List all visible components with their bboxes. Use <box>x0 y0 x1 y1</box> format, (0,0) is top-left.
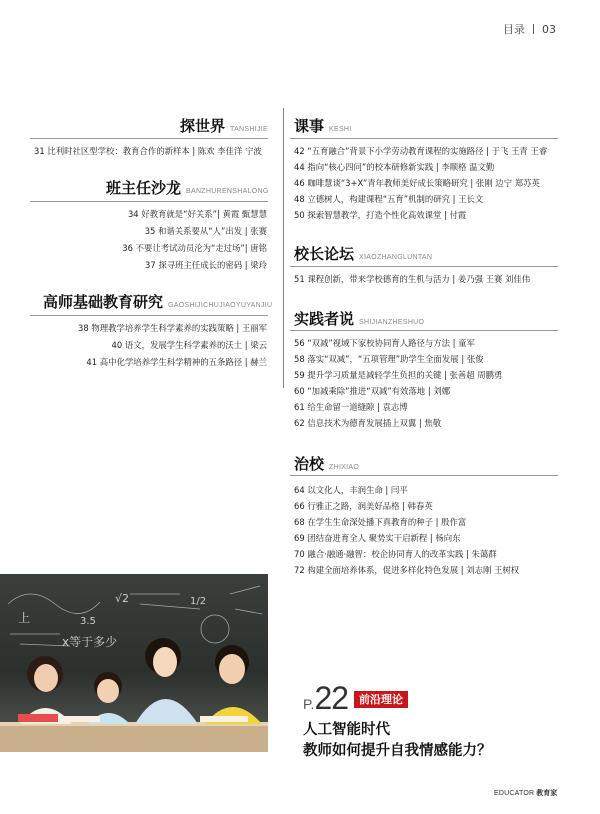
feature-title-line2: 教师如何提升自我情感能力？ <box>303 743 492 759</box>
chalk-text: 上 <box>18 611 31 625</box>
feature-title-line1: 人工智能时代 <box>303 722 390 738</box>
section-rule <box>30 138 268 139</box>
toc-item[interactable]: 50 探索智慧教学，打造个性化高效课堂 | 付霞 <box>294 210 467 220</box>
section-rule <box>30 315 268 316</box>
section-title-pinyin: TANSHIJIE <box>230 126 268 133</box>
footer-brand <box>494 788 557 798</box>
toc-item[interactable]: 35 和谐关系要从“人”出发 | 张赛 <box>144 226 267 236</box>
feature-article[interactable] <box>303 682 492 762</box>
section-rule <box>290 330 558 331</box>
section-title-cn: 高师基础教育研究 <box>43 293 164 311</box>
section-title-pinyin: KESHI <box>329 126 352 133</box>
feature-page-number: 22 <box>314 680 349 716</box>
section-rule <box>290 266 558 267</box>
toc-item[interactable]: 68 在学生生命深处播下真教育的种子 | 殷作富 <box>294 517 467 527</box>
section-title-cn: 治校 <box>294 455 325 473</box>
toc-item[interactable]: 62 信息技术为德育发展插上双翼 | 焦敬 <box>294 418 442 428</box>
toc-item[interactable]: 31 比利时社区型学校：教育合作的新样本 | 陈欢 李佳洋 宁波 <box>34 146 262 156</box>
section-title-banzhuren <box>106 177 269 198</box>
section-title-cn: 班主任沙龙 <box>106 179 182 197</box>
section-title-pinyin: ZHIXIAO <box>329 464 360 471</box>
toc-item[interactable]: 58 落实“双减”，“五项管理”助学生全面发展 | 张俊 <box>294 354 484 364</box>
section-rule <box>30 201 268 202</box>
feature-p-label: P. <box>303 696 315 712</box>
classroom-illustration <box>0 574 268 752</box>
section-rule <box>290 138 558 139</box>
toc-item[interactable]: 42 “五育融合”背景下小学劳动教育课程的实施路径 | 于飞 王青 王睿 <box>294 146 548 156</box>
section-title-pinyin: XIAOZHANGLUNTAN <box>359 254 433 261</box>
footer-brand-en: EDUCATOR <box>494 790 535 797</box>
toc-item[interactable]: 51 课程创新，带来学校德育的生机与活力 | 姜乃强 王赛 刘佳伟 <box>294 274 531 284</box>
toc-item[interactable]: 37 探寻班主任成长的密码 | 梁玲 <box>145 260 267 270</box>
chalk-text: 3.5 <box>80 616 96 627</box>
chalk-text: x等于多少 <box>62 635 118 649</box>
toc-item[interactable]: 69 团结奋进育全人 聚势实干启新程 | 杨向东 <box>294 533 461 543</box>
header-separator <box>533 24 534 34</box>
toc-item[interactable]: 40 语文，发展学生科学素养的沃土 | 梁云 <box>111 340 267 350</box>
footer-brand-cn: 教育家 <box>536 789 558 797</box>
toc-item[interactable]: 56 “双减”视域下家校协同育人路径与方法 | 童军 <box>294 338 475 348</box>
toc-item[interactable]: 38 物理教学培养学生科学素养的实践策略 | 王丽军 <box>78 323 267 333</box>
header-label: 目录 <box>503 23 525 36</box>
toc-item[interactable]: 72 构建全面培养体系，促进多样化特色发展 | 刘志刚 王树权 <box>294 565 520 575</box>
toc-item[interactable]: 36 不要让考试动员沦为“走过场”| 唐铭 <box>122 243 267 253</box>
section-title-cn: 校长论坛 <box>294 245 355 263</box>
header-page-number: 03 <box>542 22 556 36</box>
chalk-text: √2 <box>115 592 130 605</box>
section-title-gaoshi <box>43 291 272 312</box>
toc-item[interactable]: 48 立德树人，构建课程“五育”机制的研究 | 王长文 <box>294 194 484 204</box>
toc-item[interactable]: 66 行雅正之路，润美好品格 | 韩春英 <box>294 501 433 511</box>
chalk-text: 1/2 <box>190 596 207 607</box>
section-title-pinyin: BANZHURENSHALONG <box>186 188 269 195</box>
section-title-pinyin: SHIJIANZHESHUO <box>359 319 425 326</box>
section-rule <box>290 475 558 476</box>
section-title-xiaozhang <box>294 243 432 264</box>
feature-page-ref <box>303 682 492 714</box>
toc-item[interactable]: 64 以文化人，丰润生命 | 闫平 <box>294 485 408 495</box>
page-header <box>503 21 556 37</box>
toc-item[interactable]: 60 “加减乘除”推进“双减”有效落地 | 刘娜 <box>294 386 451 396</box>
classroom-photo <box>0 574 268 752</box>
toc-item[interactable]: 41 高中化学培养学生科学精神的五条路径 | 赫兰 <box>86 357 267 367</box>
section-title-shijian <box>294 308 424 329</box>
toc-item[interactable]: 59 提升学习质量是减轻学生负担的关键 | 张善超 周鹏勇 <box>294 370 503 380</box>
toc-item[interactable]: 46 咖啡慧谈“3+X”青年教师美好成长策略研究 | 张刚 边宁 郑苏英 <box>294 178 540 188</box>
section-title-zhixiao <box>294 453 359 474</box>
section-title-pinyin: GAOSHIJICHUJIAOYUYANJIU <box>168 302 273 309</box>
feature-tag: 前沿理论 <box>354 691 408 708</box>
section-title-cn: 探世界 <box>180 117 226 135</box>
section-title-keshi <box>294 115 352 136</box>
toc-item[interactable]: 34 好教育就是“好关系”| 黄霞 甄慧慧 <box>127 209 267 219</box>
toc-item[interactable]: 61 给生命留一道缝隙 | 袁志博 <box>294 402 408 412</box>
column-divider <box>283 108 284 388</box>
toc-item[interactable]: 44 指向“核心四问”的校本研修新实践 | 李顺格 温文勤 <box>294 162 495 172</box>
section-title-tanshijie <box>180 115 268 136</box>
toc-item[interactable]: 70 融合·融通·融智：校企协同育人的改革实践 | 朱蔼群 <box>294 549 497 559</box>
section-title-cn: 实践者说 <box>294 310 355 328</box>
section-title-cn: 课事 <box>294 117 325 135</box>
